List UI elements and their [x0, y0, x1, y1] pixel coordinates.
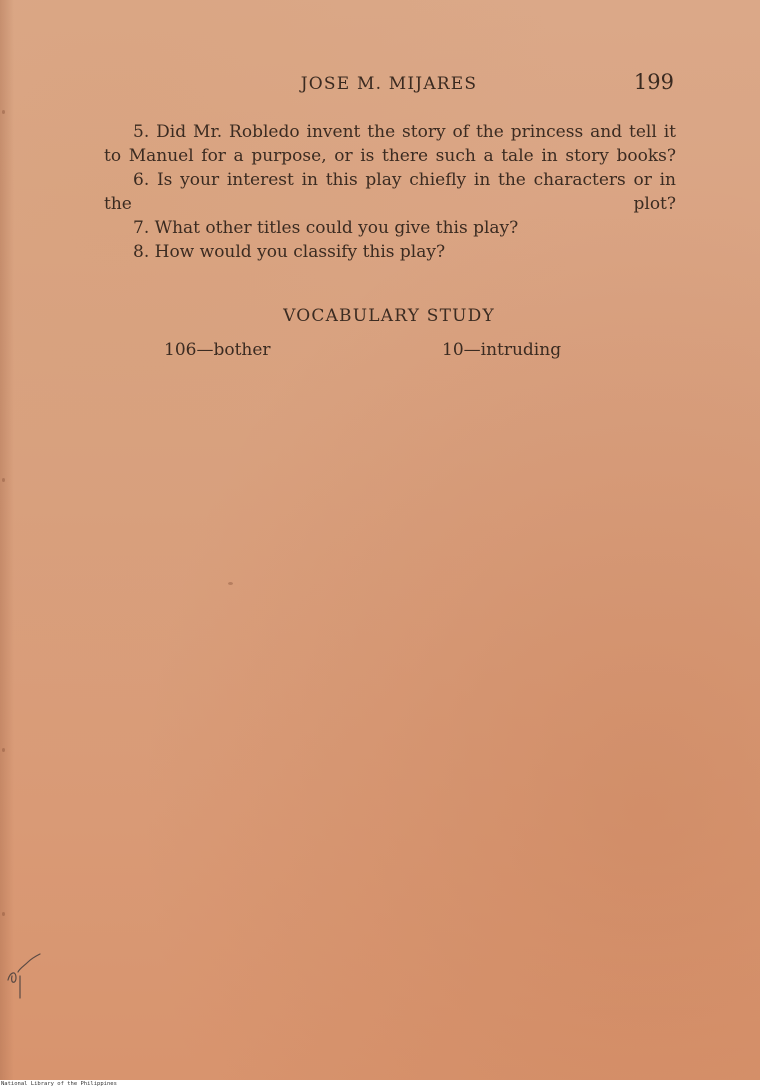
vocabulary-list — [164, 340, 584, 364]
question-item: 7. What other titles could you give this play? — [133, 218, 519, 238]
page-number: 199 — [633, 70, 674, 94]
page-header — [100, 72, 678, 96]
question-item: 6. Is your interest in this play chiefly in the characters or in the plot? — [104, 170, 676, 214]
paper-speck — [2, 478, 5, 482]
paper-speck — [2, 110, 5, 114]
discussion-questions — [104, 120, 676, 264]
pencil-mark — [2, 950, 46, 1006]
running-head: JOSE M. MIJARES — [300, 74, 478, 94]
footer-strip — [0, 1080, 760, 1088]
library-credit: National Library of the Philippines — [1, 1081, 117, 1087]
vocabulary-item: 10—intruding — [442, 340, 562, 360]
vocabulary-item: 106—bother — [164, 340, 271, 360]
question-item: 5. Did Mr. Robledo invent the story of the princess and tell it to Manuel for a purpose, or is there such a tale in story books? — [104, 122, 676, 166]
question-item: 8. How would you classify this play? — [133, 242, 446, 262]
paper-speck — [228, 582, 233, 585]
vocabulary-heading: VOCABULARY STUDY — [283, 306, 495, 326]
paper-speck — [2, 912, 5, 916]
paper-speck — [2, 748, 5, 752]
